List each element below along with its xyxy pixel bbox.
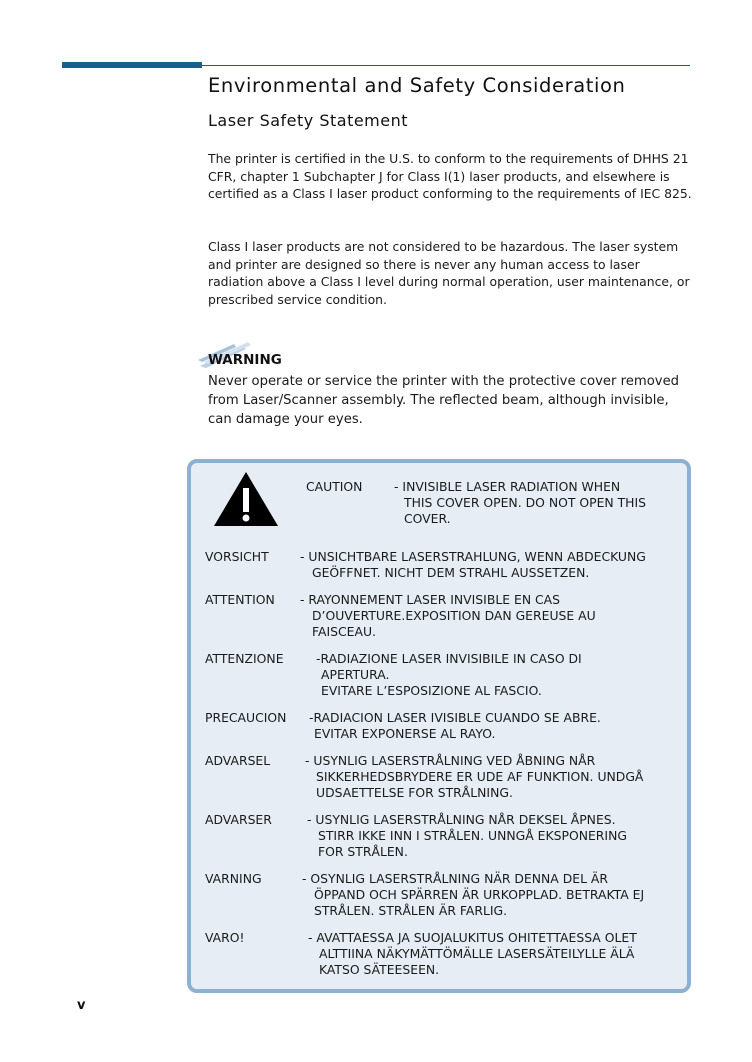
entry-line: STIRR IKKE INN I STRÅLEN. UNNGÅ EKSPONERING	[318, 828, 627, 843]
entry-line: GEÖFFNET. NICHT DEM STRAHL AUSSETZEN.	[312, 565, 590, 580]
entry-line: - UNSICHTBARE LASERSTRAHLUNG, WENN ABDECKUNG	[300, 549, 646, 564]
entry-label-varo: VARO!	[205, 930, 245, 945]
warning-title: WARNING	[208, 352, 282, 368]
caution-line: - INVISIBLE LASER RADIATION WHEN	[394, 479, 621, 494]
page-title: Environmental and Safety Consideration	[208, 74, 626, 97]
entry-label-attenzione: ATTENZIONE	[205, 651, 284, 666]
entry-label-attention: ATTENTION	[205, 592, 275, 607]
entry-line: -RADIAZIONE LASER INVISIBILE IN CASO DI	[316, 651, 582, 666]
header-rule	[202, 65, 690, 66]
entry-line: - USYNLIG LASERSTRÅLNING VED ÅBNING NÅR	[305, 753, 596, 768]
entry-line: - AVATTAESSA JA SUOJALUKITUS OHITETTAESSA OLET	[308, 930, 637, 945]
entry-line: KATSO SÄTEESEEN.	[319, 962, 440, 977]
entry-line: - OSYNLIG LASERSTRÅLNING NÄR DENNA DEL ÄR	[302, 871, 608, 886]
entry-line: SIKKERHEDSBRYDERE ER UDE AF FUNKTION. UNDGÅ	[316, 769, 644, 784]
entry-line: EVITAR EXPONERSE AL RAYO.	[314, 726, 496, 741]
entry-line: EVITARE L’ESPOSIZIONE AL FASCIO.	[321, 683, 542, 698]
entry-label-vorsicht: VORSICHT	[205, 549, 269, 564]
entry-line: STRÅLEN. STRÅLEN ÄR FARLIG.	[314, 903, 508, 918]
paragraph-certification: The printer is certified in the U.S. to conform to the requirements of DHHS 21 CFR, chapter 1 Subchapter J for Class I(1) laser products, and elsewhere is certified as a Class I laser product conforming to the requirements of IEC 825.	[208, 151, 692, 201]
section-title: Laser Safety Statement	[208, 111, 409, 130]
header-rule-accent	[62, 62, 202, 68]
entry-line: - USYNLIG LASERSTRÅLNING NÅR DEKSEL ÅPNES.	[307, 812, 616, 827]
entry-line: ALTTIINA NÄKYMÄTTÖMÄLLE LASERSÄTEILYLLE ÄLÄ	[319, 946, 635, 961]
entry-label-varning: VARNING	[205, 871, 262, 886]
entry-line: -RADIACION LASER IVISIBLE CUANDO SE ABRE.	[309, 710, 601, 725]
entry-line: FAISCEAU.	[312, 624, 376, 639]
entry-line: FOR STRÅLEN.	[318, 844, 408, 859]
entry-line: APERTURA.	[321, 667, 390, 682]
entry-line: D’OUVERTURE.EXPOSITION DAN GEREUSE AU	[312, 608, 596, 623]
entry-label-precaucion: PRECAUCION	[205, 710, 287, 725]
entry-line: ÖPPAND OCH SPÄRREN ÄR URKOPPLAD. BETRAKTA EJ	[314, 887, 645, 902]
entry-line: UDSAETTELSE FOR STRÅLNING.	[316, 785, 513, 800]
caution-line: COVER.	[404, 511, 451, 526]
warning-text: Never operate or service the printer with the protective cover removed from Laser/Scanner assembly. The reflected beam, although invisible, can damage your eyes.	[208, 374, 680, 427]
caution-line: THIS COVER OPEN. DO NOT OPEN THIS	[404, 495, 647, 510]
entry-label-advarser: ADVARSER	[205, 812, 272, 827]
entry-line: - RAYONNEMENT LASER INVISIBLE EN CAS	[300, 592, 561, 607]
warning-triangle-icon	[212, 470, 280, 528]
paragraph-class-one: Class I laser products are not considered to be hazardous. The laser system and printer are designed so there is never any human access to laser radiation above a Class I level during normal operation, user maintenance, or prescribed service condition.	[208, 239, 690, 307]
caution-label: CAUTION	[306, 479, 363, 494]
page-number: v	[77, 998, 86, 1013]
entry-label-advarsel: ADVARSEL	[205, 753, 271, 768]
